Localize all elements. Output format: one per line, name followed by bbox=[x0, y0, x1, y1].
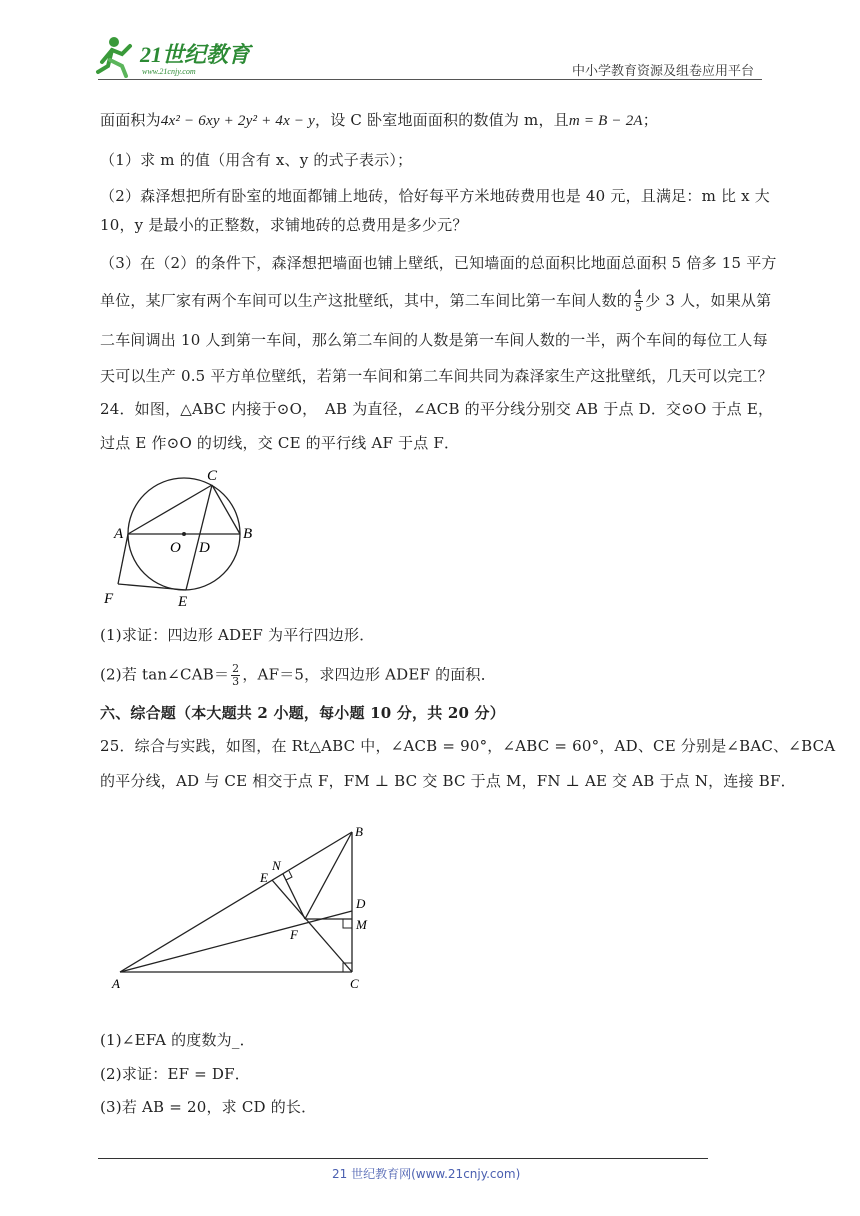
label-C: C bbox=[207, 468, 218, 484]
label-E: E bbox=[260, 870, 268, 885]
footer-divider bbox=[98, 1158, 708, 1159]
q23-part1: （1）求 m 的值（用含有 x、y 的式子表示）； bbox=[100, 151, 413, 169]
label-A: A bbox=[114, 526, 124, 542]
label-N: N bbox=[272, 858, 281, 873]
header-platform-name: 中小学教育资源及组卷应用平台 bbox=[572, 64, 755, 79]
q24-line1: 24．如图，△ABC 内接于⊙O， AB 为直径，∠ACB 的平分线分别交 AB 于点 D．交⊙O 于点 E， bbox=[100, 400, 774, 418]
label-O: O bbox=[170, 540, 181, 556]
label-D: D bbox=[356, 896, 366, 911]
q25-line2: 的平分线，AD 与 CE 相交于点 F，FM ⊥ BC 交 BC 于点 M，FN ⊥ AE 交 AB 于点 N，连接 BF． bbox=[100, 772, 796, 790]
label-B: B bbox=[243, 526, 253, 542]
label-A: A bbox=[112, 976, 120, 991]
label-C: C bbox=[350, 976, 359, 991]
label-B: B bbox=[355, 824, 363, 839]
q25-figure bbox=[100, 818, 390, 998]
q24-sub1: (1)求证：四边形 ADEF 为平行四边形． bbox=[100, 626, 375, 644]
label-D: D bbox=[199, 540, 210, 556]
q23-part2-line1: （2）森泽想把所有卧室的地面都铺上地砖，恰好每平方米地砖费用也是 40 元，且满足：m 比 x 大 bbox=[100, 187, 770, 205]
q24-line2: 过点 E 作⊙O 的切线，交 CE 的平行线 AF 于点 F． bbox=[100, 434, 460, 452]
q25-line1: 25．综合与实践，如图，在 Rt△ABC 中，∠ACB = 90°，∠ABC = 60°，AD、CE 分别是∠BAC、∠BCA bbox=[100, 737, 836, 755]
label-F: F bbox=[104, 591, 114, 607]
q23-part2-line2: 10，y 是最小的正整数，求铺地砖的总费用是多少元？ bbox=[100, 216, 468, 234]
site-logo bbox=[92, 32, 267, 78]
label-E: E bbox=[178, 594, 188, 610]
label-M: M bbox=[356, 917, 367, 932]
section-6-heading: 六、综合题（本大题共 2 小题，每小题 10 分，共 20 分） bbox=[100, 704, 505, 722]
q23-part3-line3: 二车间调出 10 人到第一车间，那么第二车间的人数是第一车间人数的一半，两个车间的每位工人每 bbox=[100, 331, 768, 349]
q24-sub2: (2)若 tan∠CAB＝ $\frac{2}{3}$ ，AF＝5，求四边形 ADEF 的面积． bbox=[100, 662, 496, 688]
q25-sub1: (1)∠EFA 的度数为_． bbox=[100, 1031, 255, 1049]
q25-sub3: (3)若 AB = 20，求 CD 的长． bbox=[100, 1098, 317, 1116]
q23-part3-line1: （3）在（2）的条件下，森泽想把墙面也铺上壁纸，已知墙面的总面积比地面总面积 5 倍多 15 平方 bbox=[100, 254, 777, 272]
fraction-four-fifths: $\frac{4}{5}$ bbox=[635, 288, 643, 314]
q23-part3-line4: 天可以生产 0.5 平方单位壁纸，若第一车间和第二车间共同为森泽家生产这批壁纸，几天可以完工？ bbox=[100, 367, 773, 385]
runner-icon bbox=[98, 37, 130, 76]
fraction-two-thirds: $\frac{2}{3}$ bbox=[232, 662, 240, 688]
q23-line1: 面面积为4x² − 6xy + 2y² + 4x − y，设 C 卧室地面面积的数值为 m，且m = B − 2A； bbox=[100, 111, 658, 129]
footer-site-link[interactable]: 21 世纪教育网(www.21cnjy.com) bbox=[332, 1167, 521, 1181]
q24-figure bbox=[100, 460, 270, 615]
label-F: F bbox=[290, 927, 298, 942]
logo-url: www.21cnjy.com bbox=[142, 67, 196, 76]
logo-text: 21世纪教育 bbox=[140, 42, 251, 67]
q23-part3-line2: 单位，某厂家有两个车间可以生产这批壁纸，其中，第二车间比第一车间人数的 $\frac{4}{5}$ 少 3 人，如果从第 bbox=[100, 288, 772, 314]
header-divider bbox=[98, 79, 762, 80]
q25-sub2: (2)求证：EF = DF． bbox=[100, 1065, 250, 1083]
